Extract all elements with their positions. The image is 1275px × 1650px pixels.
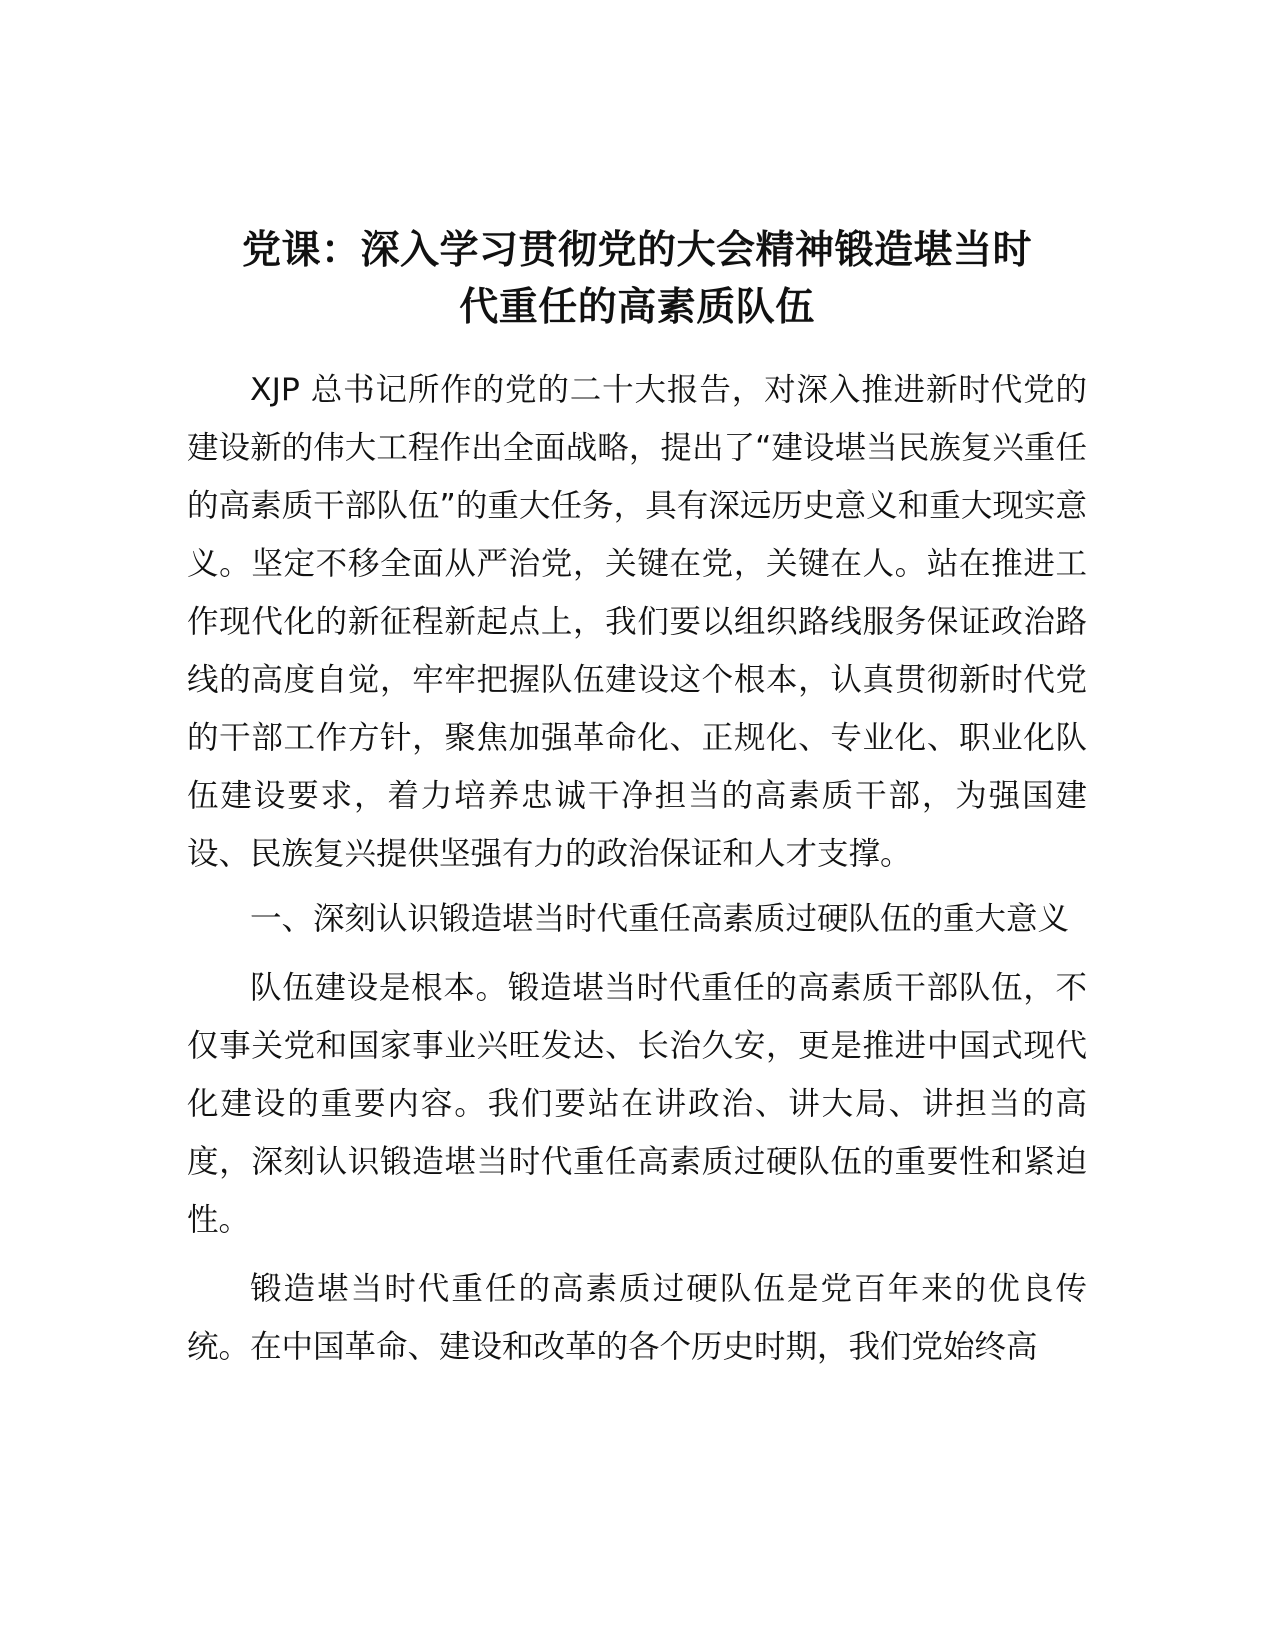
body-paragraph: 队伍建设是根本。锻造堪当时代重任的高素质干部队伍，不仅事关党和国家事业兴旺发达、长治久安，更是推进中国式现代化建设的重要内容。我们要站在讲政治、讲大局、讲担当的高度，深刻认识锻造堪当时代重任高素质过硬队伍的重要性和紧迫性。	[187, 970, 1087, 1238]
intro-paragraph: XJP 总书记所作的党的二十大报告，对深入推进新时代党的建设新的伟大工程作出全面战略，提出了“建设堪当民族复兴重任的高素质干部队伍”的重大任务，具有深远历史意义和重大现实意义。坚定不移全面从严治党，关键在党，关键在人。站在推进工作现代化的新征程新起点上，我们要以组织路线服务保证政治路线的高度自觉，牢牢把握队伍建设这个根本，认真贯彻新时代党的干部工作方针，聚焦加强革命化、正规化、专业化、职业化队伍建设要求，着力培养忠诚干净担当的高素质干部，为强国建设、民族复兴提供坚强有力的政治保证和人才支撑。	[187, 372, 1087, 872]
title-line-1: 党课：深入学习贯彻党的大会精神锻造堪当时	[241, 228, 1032, 273]
title-line-2: 代重任的高素质队伍	[459, 285, 815, 330]
body-paragraph: 锻造堪当时代重任的高素质过硬队伍是党百年来的优良传统。在中国革命、建设和改革的各个历史时期，我们党始终高	[187, 1271, 1087, 1365]
document-title	[187, 222, 1087, 336]
document-body	[187, 222, 1087, 1376]
section-heading-1: 一、深刻认识锻造堪当时代重任高素质过硬队伍的重大意义	[250, 901, 1070, 937]
